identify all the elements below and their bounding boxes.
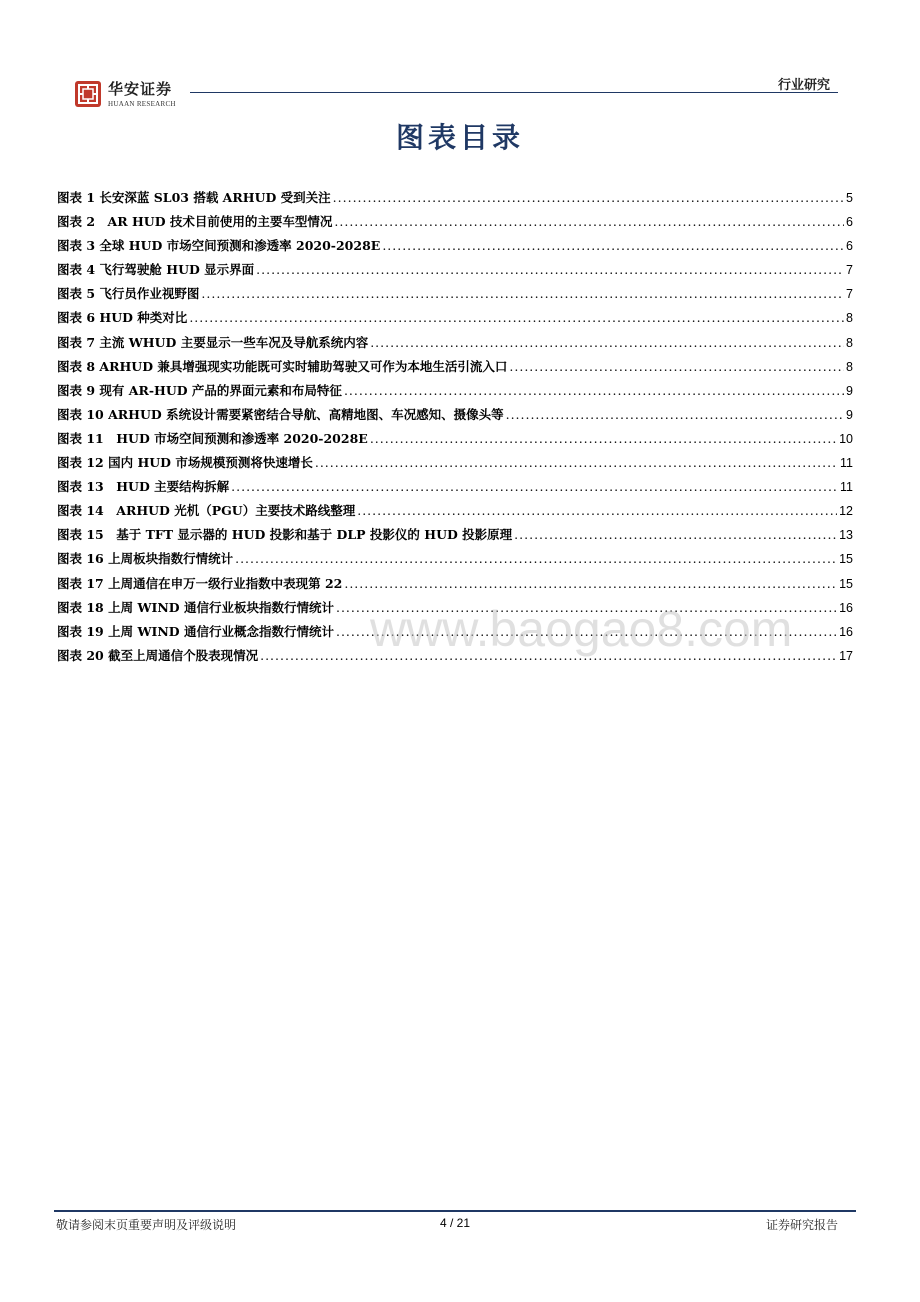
toc-leader-dots (189, 306, 844, 330)
toc-entry[interactable] (57, 547, 853, 571)
toc-entry[interactable] (57, 451, 853, 475)
toc-entry-page: 11 (840, 456, 853, 471)
page-number: 4 / 21 (440, 1216, 471, 1230)
toc-entry-page: 5 (846, 191, 853, 205)
toc-entry-label: 图表 6 HUD 种类对比 (57, 310, 188, 326)
toc-entry-label: 图表 17 上周通信在申万一级行业指数中表现第 22 (57, 575, 343, 591)
footer-disclaimer: 敬请参阅末页重要声明及评级说明 (56, 1218, 237, 1232)
toc-entry[interactable] (57, 475, 853, 499)
toc-entry-label: 图表 14 ARHUD 光机（PGU）主要技术路线整理 (57, 503, 356, 519)
company-logo (74, 78, 202, 112)
toc-entry-page: 8 (846, 359, 853, 374)
toc-entry-page: 11 (840, 480, 853, 495)
toc-entry-page: 16 (839, 600, 853, 615)
figure-index-list (57, 186, 853, 668)
toc-entry[interactable] (57, 403, 853, 427)
toc-entry-label: 图表 1 长安深蓝 SL03 搭载 ARHUD 受到关注 (57, 190, 331, 205)
logo-text-cn: 华安证券 (108, 80, 173, 98)
toc-leader-dots (333, 186, 844, 210)
toc-entry[interactable] (57, 331, 853, 355)
toc-entry[interactable] (57, 186, 853, 210)
toc-entry-page: 9 (846, 383, 853, 398)
watermark: www.baogao8.com (370, 601, 793, 657)
toc-entry-page: 16 (839, 624, 853, 639)
toc-entry-page: 12 (839, 504, 853, 519)
logo-text-en: HUAAN RESEARCH (108, 100, 176, 108)
seal-icon (74, 80, 102, 108)
toc-entry-label: 图表 8 ARHUD 兼具增强现实功能既可实时辅助驾驶又可作为本地生活引流入口 (57, 358, 508, 374)
toc-entry[interactable] (57, 306, 853, 330)
toc-leader-dots (509, 355, 844, 379)
toc-entry-page: 10 (839, 431, 853, 446)
toc-entry-label: 图表 10 ARHUD 系统设计需要紧密结合导航、高精地图、车况感知、摄像头等 (57, 406, 504, 422)
toc-entry-label: 图表 16 上周板块指数行情统计 (57, 551, 234, 567)
toc-entry[interactable] (57, 355, 853, 379)
toc-leader-dots (315, 451, 838, 475)
toc-entry[interactable] (57, 234, 853, 258)
report-category: 行业研究 (777, 78, 830, 93)
toc-entry-page: 17 (839, 648, 853, 663)
toc-entry-page: 7 (846, 287, 853, 302)
toc-leader-dots (357, 499, 837, 523)
toc-entry-label: 图表 3 全球 HUD 市场空间预测和渗透率 2020-2028E (57, 238, 381, 254)
toc-entry-page: 8 (846, 335, 853, 350)
toc-entry-label: 图表 15 基于 TFT 显示器的 HUD 投影和基于 DLP 投影仪的 HUD 投影原理 (57, 527, 513, 543)
toc-entry[interactable] (57, 258, 853, 282)
toc-leader-dots (382, 234, 844, 258)
toc-entry[interactable] (57, 210, 853, 234)
toc-entry[interactable] (57, 572, 853, 596)
toc-entry-page: 15 (839, 576, 853, 591)
toc-entry-label: 图表 4 飞行驾驶舱 HUD 显示界面 (57, 262, 255, 278)
toc-leader-dots (256, 258, 844, 282)
toc-entry-page: 8 (846, 311, 853, 326)
toc-entry-label: 图表 7 主流 WHUD 主要显示一些车况及导航系统内容 (57, 334, 369, 350)
toc-entry-label: 图表 19 上周 WIND 通信行业概念指数行情统计 (57, 623, 334, 639)
toc-leader-dots (235, 547, 837, 571)
toc-entry-label: 图表 2 AR HUD 技术目前使用的主要车型情况 (57, 214, 333, 230)
toc-entry[interactable] (57, 499, 853, 523)
toc-entry-page: 15 (839, 552, 853, 567)
toc-entry-label: 图表 12 国内 HUD 市场规模预测将快速增长 (57, 455, 313, 471)
toc-entry-label: 图表 18 上周 WIND 通信行业板块指数行情统计 (57, 599, 334, 615)
toc-entry-page: 6 (846, 239, 853, 254)
toc-leader-dots (370, 427, 837, 451)
footer-divider (54, 1210, 856, 1212)
footer-report-type: 证券研究报告 (765, 1218, 838, 1232)
toc-entry[interactable] (57, 523, 853, 547)
toc-entry-label: 图表 5 飞行员作业视野图 (57, 286, 200, 302)
toc-leader-dots (506, 403, 844, 427)
toc-leader-dots (370, 331, 844, 355)
toc-leader-dots (344, 379, 844, 403)
toc-entry-label: 图表 9 现有 AR-HUD 产品的界面元素和布局特征 (57, 382, 342, 398)
toc-entry-label: 图表 11 HUD 市场空间预测和渗透率 2020-2028E (57, 430, 368, 446)
toc-entry[interactable] (57, 427, 853, 451)
toc-leader-dots (231, 475, 838, 499)
toc-entry[interactable] (57, 282, 853, 306)
toc-entry-page: 9 (846, 407, 853, 422)
toc-entry-label: 图表 20 截至上周通信个股表现情况 (57, 647, 259, 663)
toc-entry[interactable] (57, 379, 853, 403)
toc-entry-label: 图表 13 HUD 主要结构拆解 (57, 479, 230, 495)
toc-leader-dots (514, 523, 837, 547)
toc-entry-page: 13 (839, 528, 853, 543)
toc-entry-page: 6 (846, 215, 853, 230)
toc-leader-dots (334, 210, 844, 234)
toc-leader-dots (201, 282, 844, 306)
page-title: 图表目录 (395, 121, 524, 154)
toc-entry-page: 7 (846, 263, 853, 278)
toc-leader-dots (344, 572, 837, 596)
header-divider (190, 92, 838, 93)
